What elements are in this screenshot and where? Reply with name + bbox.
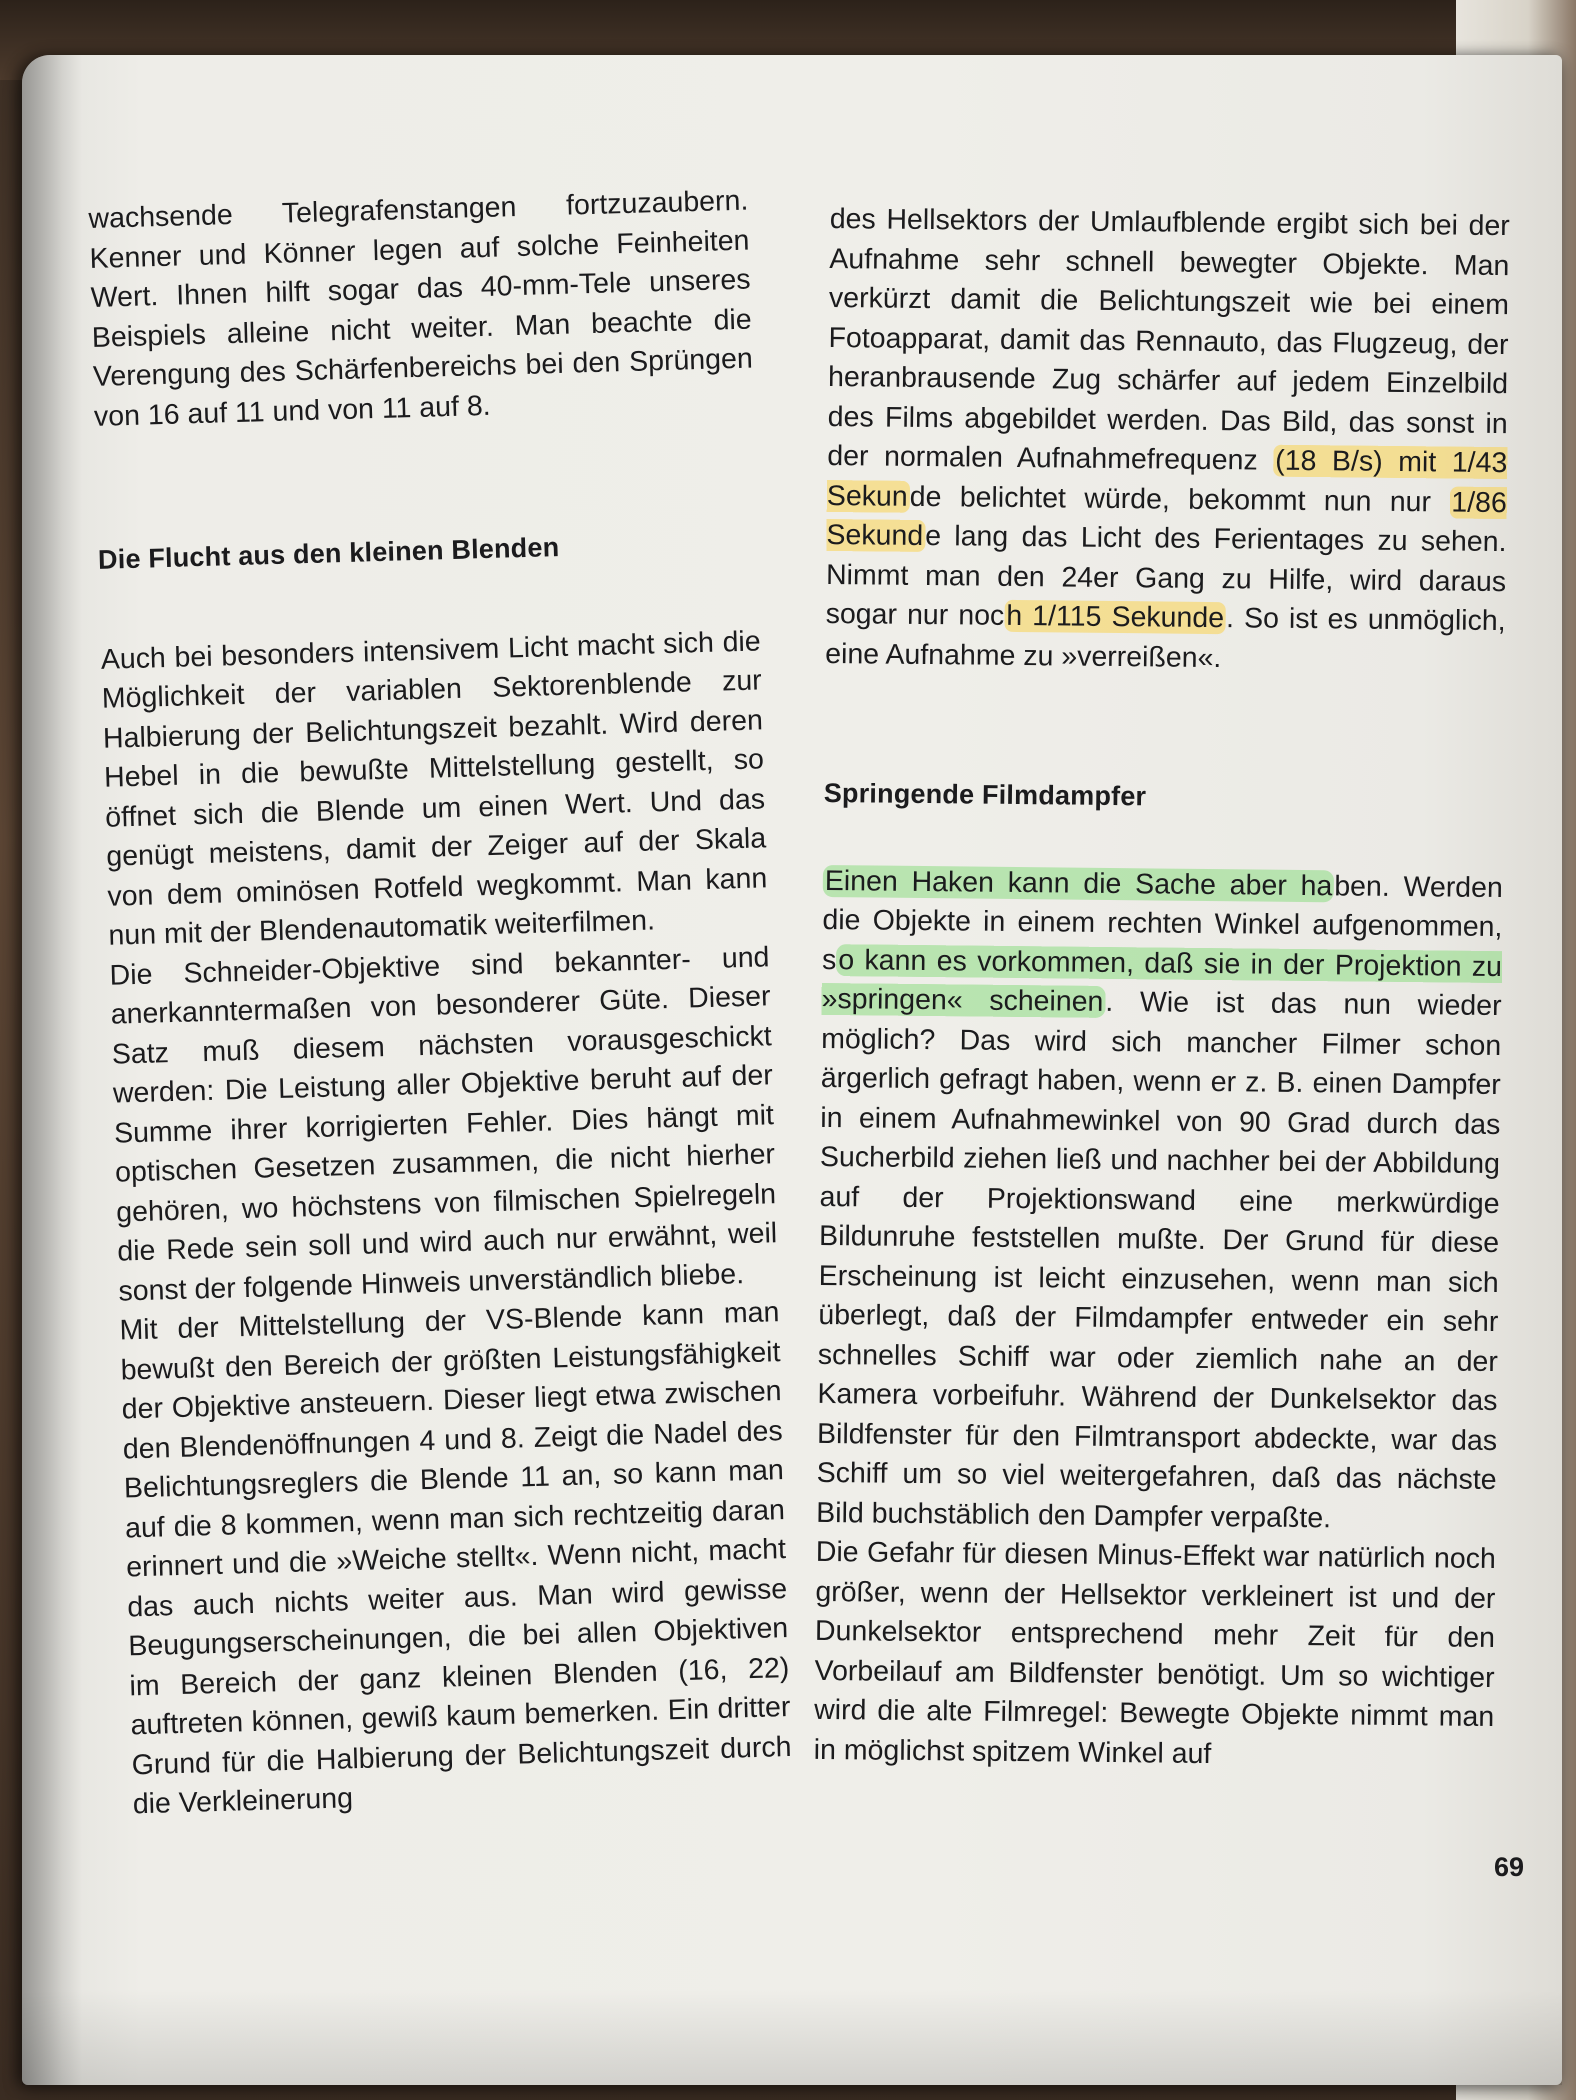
left-column xyxy=(88,182,793,1825)
left-intro-paragraph: wachsende Telegrafenstangen fortzuzaubern. Kenner und Könner legen auf solche Feinheiten Wert. Ihnen hilft sogar das 40-mm-Tele unseres Beispiels alleine nicht weiter. Man beachte die Verengung des Schärfenbereichs bei den Sprüngen von 16 auf 11 und von 11 auf 8. xyxy=(88,184,754,433)
text-run: e lang das Licht des Ferientages zu sehen. Nimmt man den 24er Gang zu Hilfe, wird daraus sogar nur noc xyxy=(825,520,1507,632)
yellow-highlight-frequency: (18 B/s) mit 1/43 Sekun xyxy=(826,444,1508,513)
text-run: de belichtet würde, bekommt nun nur xyxy=(909,480,1450,519)
text-run: ben. Werden die Objekte in einem rechten Winkel aufgenommen, s xyxy=(821,869,1504,976)
left-paragraph-3: Mit der Mittelstellung der VS-Blende kann man bewußt den Bereich der größten Leistungsfähigkeit der Objektive ansteuern. Dieser liegt etwa zwischen den Blendenöffnungen 4 und 8. Zeigt die Nadel des Belichtungsreglers die Blende 11 an, so kann man auf die 8 kommen, wenn man sich rechtzeitig daran erinnert und die »Weiche stellt«. Wenn nicht, macht das auch nichts weiter aus. Man wird gewisse Beugungserscheinungen, die bei allen Objektiven im Bereich der ganz kleinen Blenden (16, 22) auftreten können, gewiß kaum bemerken. Ein dritter Grund für die Halbierung der Belichtungszeit durch die Verkleinerung xyxy=(119,1296,792,1821)
spacer xyxy=(824,674,1505,781)
right-paragraph-1 xyxy=(825,200,1510,681)
page-number: 69 xyxy=(1494,1852,1525,1882)
yellow-highlight-1-115: h 1/115 Sekunde xyxy=(1006,599,1225,635)
text-run: . Wie ist das nun wieder möglich? Das wird sich mancher Filmer schon ärgerlich gefragt haben, wenn er z. B. einen Dampfer in einem Aufnahmewinkel von 90 Grad durch das Sucherbild ziehen ließ und nachher bei der Abbildung auf der Projektionswand eine merkwürdige Bildunruhe feststellen mußte. Der Grund für diese Erscheinung ist leicht einzusehen, wenn man sich überlegt, daß der Filmdampfer entweder ein sehr schnelles Schiff war oder ziemlich nahe an der Kamera vorbeifuhr. Während der Dunkelsektor das Bildfenster für den Filmtransport abdeckte, war das Schiff um so viel weitergefahren, daß das nächste Bild buchstäblich den Dampfer verpaßte. xyxy=(816,985,1502,1534)
spacer xyxy=(95,418,758,540)
left-paragraph-1: Auch bei besonders intensivem Licht macht sich die Möglichkeit der variablen Sektorenblende zur Halbierung der Belichtungszeit bezahlt. Wird deren Hebel in die bewußte Mittelstellung gestellt, so öffnet sich die Blende um einen Wert. Und das genügt meistens, damit der Zeiger auf der Skala von dem ominösen Rotfeld wegkommt. Man kann nun mit der Blendenautomatik weiterfilmen. xyxy=(100,624,768,952)
text-run: . So ist es unmöglich, eine Aufnahme zu »verreißen«. xyxy=(825,602,1506,674)
section-heading-kleinen-blenden: Die Flucht aus den kleinen Blenden xyxy=(97,531,560,575)
text-run: des Hellsektors der Umlaufblende ergibt sich bei der Aufnahme sehr schnell bewegter Objekte. Man verkürzt damit die Belichtungszeit wie bei einem Fotoapparat, damit das Rennauto, das Flugzeug, der heranbrausende Zug schärfer auf jedem Einzelbild des Films abgebildet werden. Das Bild, das sonst in der normalen Aufnahmefrequenz xyxy=(827,202,1510,477)
yellow-highlight-1-86: 1/86 Sekund xyxy=(826,486,1508,552)
page-bottom-shadow xyxy=(22,1990,1562,2085)
right-paragraph-2 xyxy=(816,861,1503,1540)
green-highlight-springen: o kann es vorkommen, daß sie in der Projektion zu »springen« scheinen xyxy=(821,943,1503,1018)
right-paragraph-3: Die Gefahr für diesen Minus-Effekt war natürlich noch größer, wenn der Hellsektor verkleinert ist und der Dunkelsektor entsprechend mehr Zeit für den Vorbeilauf am Bildfenster benötigt. Um so wichtiger wird die alte Filmregel: Bewegte Objekte nimmt man in möglichst spitzem Winkel auf xyxy=(813,1535,1496,1770)
green-highlight-haken: Einen Haken kann die Sache aber ha xyxy=(824,864,1333,902)
section-heading-filmdampfer: Springende Filmdampfer xyxy=(823,777,1147,812)
spacer xyxy=(823,813,1503,868)
left-paragraph-2: Die Schneider-Objektive sind bekannter- und anerkanntermaßen von besonderer Güte. Dieser Satz muß diesem nächsten vorausgeschickt werden: Die Leistung aller Objektive beruht auf der Summe ihrer korrigierten Fehler. Dies hängt mit optischen Gesetzen zusammen, die nicht hierher gehören, wo höchstens von filmischen Spielregeln die Rede sein soll und wird auch nur erwähnt, weil sonst der folgende Hinweis unverständlich bliebe. xyxy=(109,940,778,1308)
page-gutter-shadow xyxy=(22,55,82,2085)
right-column xyxy=(814,200,1510,1777)
